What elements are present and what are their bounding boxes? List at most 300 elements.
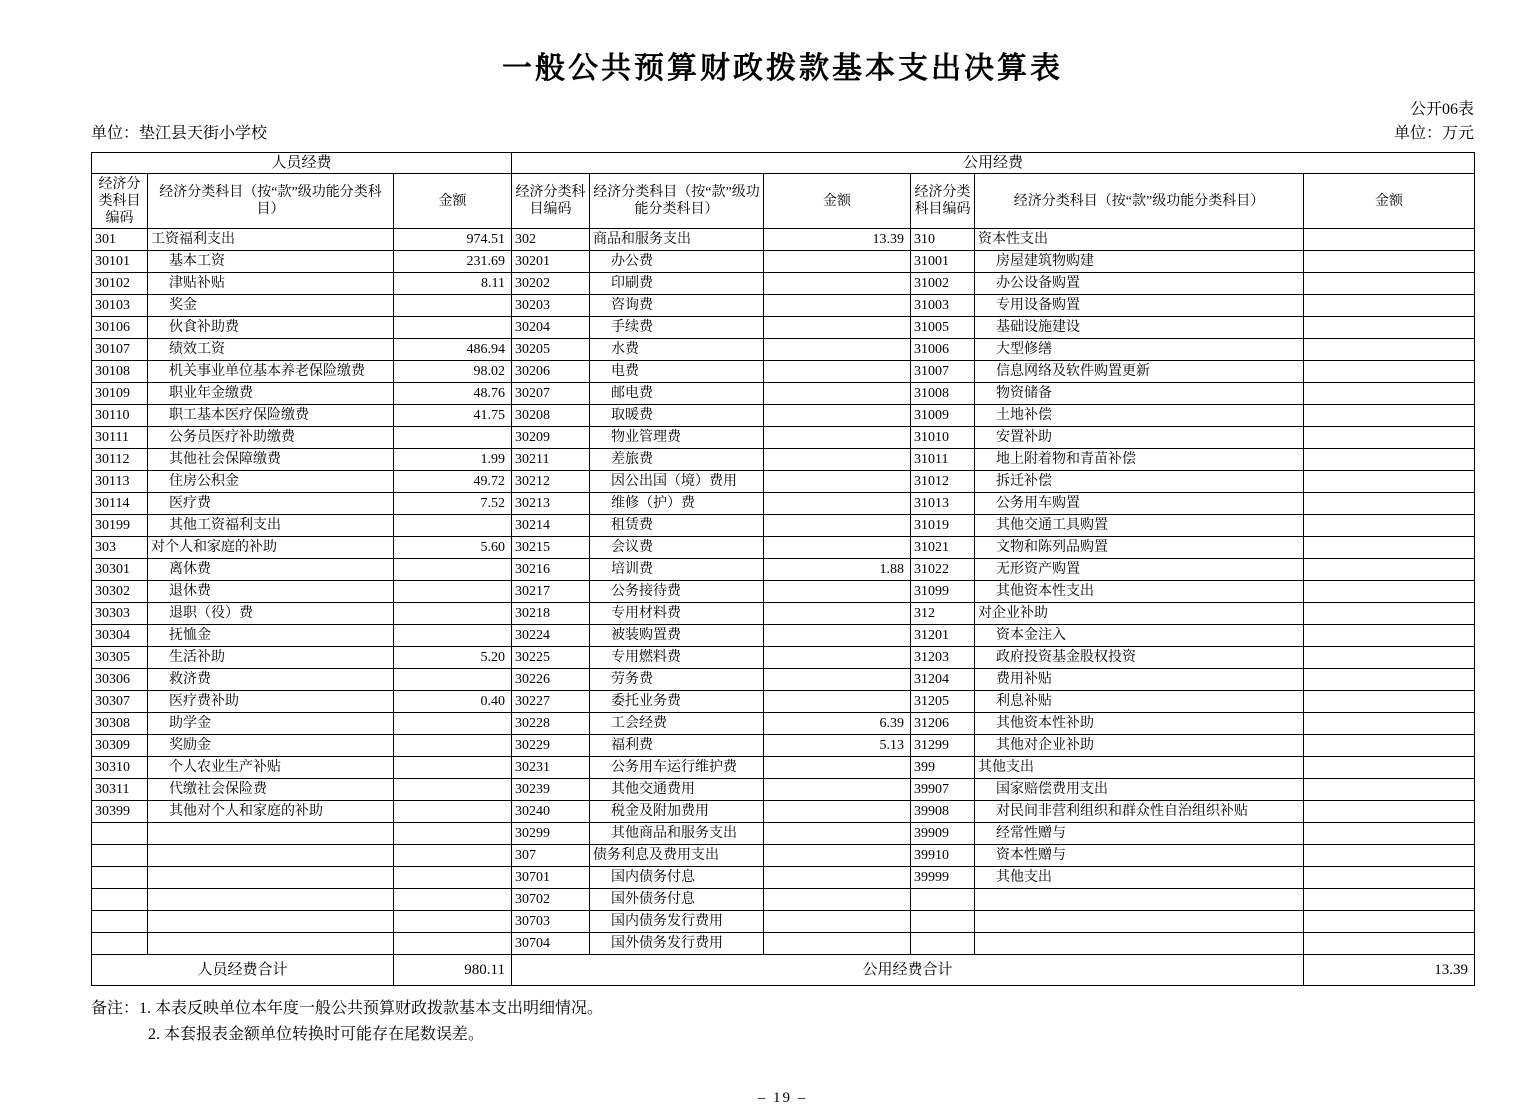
cell-subject: 奖金 xyxy=(148,295,394,317)
table-row xyxy=(92,229,1475,251)
cell-code: 30228 xyxy=(512,713,590,735)
cell-subject: 津贴补贴 xyxy=(148,273,394,295)
sheet xyxy=(91,0,1474,1107)
table-row xyxy=(92,361,1475,383)
cell-amount xyxy=(764,537,911,559)
cell-amount xyxy=(1304,779,1475,801)
col-header-amount: 金额 xyxy=(1304,174,1475,229)
cell-subject xyxy=(148,867,394,889)
cell-subject: 政府投资基金股权投资 xyxy=(975,647,1304,669)
cell-code: 30203 xyxy=(512,295,590,317)
cell-code: 30101 xyxy=(92,251,148,273)
cell-subject: 信息网络及软件购置更新 xyxy=(975,361,1304,383)
cell-amount xyxy=(1304,515,1475,537)
col-header-amount: 金额 xyxy=(394,174,512,229)
cell-amount xyxy=(1304,691,1475,713)
cell-amount xyxy=(764,691,911,713)
cell-amount xyxy=(764,515,911,537)
personnel-total-label: 人员经费合计 xyxy=(92,955,394,986)
cell-subject: 大型修缮 xyxy=(975,339,1304,361)
cell-subject: 专用设备购置 xyxy=(975,295,1304,317)
cell-subject: 其他工资福利支出 xyxy=(148,515,394,537)
cell-code: 30110 xyxy=(92,405,148,427)
cell-amount: 98.02 xyxy=(394,361,512,383)
cell-subject: 无形资产购置 xyxy=(975,559,1304,581)
group-header-personnel: 人员经费 xyxy=(92,153,512,174)
group-header-public: 公用经费 xyxy=(512,153,1475,174)
cell-code: 30214 xyxy=(512,515,590,537)
cell-code: 39999 xyxy=(911,867,975,889)
cell-amount xyxy=(1304,493,1475,515)
cell-subject: 利息补贴 xyxy=(975,691,1304,713)
cell-code: 31008 xyxy=(911,383,975,405)
cell-amount xyxy=(1304,889,1475,911)
cell-code: 30204 xyxy=(512,317,590,339)
cell-subject: 国外债务付息 xyxy=(590,889,764,911)
cell-amount: 486.94 xyxy=(394,339,512,361)
cell-amount xyxy=(764,823,911,845)
cell-code: 301 xyxy=(92,229,148,251)
cell-code xyxy=(92,867,148,889)
cell-code: 30399 xyxy=(92,801,148,823)
cell-subject: 会议费 xyxy=(590,537,764,559)
cell-amount xyxy=(394,603,512,625)
cell-subject: 培训费 xyxy=(590,559,764,581)
cell-subject: 其他对企业补助 xyxy=(975,735,1304,757)
cell-subject: 退休费 xyxy=(148,581,394,603)
cell-amount xyxy=(764,449,911,471)
cell-code: 30103 xyxy=(92,295,148,317)
cell-amount xyxy=(394,889,512,911)
cell-amount xyxy=(764,647,911,669)
cell-subject: 抚恤金 xyxy=(148,625,394,647)
table-row xyxy=(92,295,1475,317)
cell-amount xyxy=(764,427,911,449)
cell-code: 31299 xyxy=(911,735,975,757)
cell-amount xyxy=(764,669,911,691)
cell-code: 30202 xyxy=(512,273,590,295)
public-total-label: 公用经费合计 xyxy=(512,955,1304,986)
cell-amount xyxy=(394,867,512,889)
cell-amount xyxy=(1304,713,1475,735)
cell-code: 31006 xyxy=(911,339,975,361)
cell-code: 30703 xyxy=(512,911,590,933)
cell-code: 30240 xyxy=(512,801,590,823)
cell-amount xyxy=(1304,845,1475,867)
table-row xyxy=(92,779,1475,801)
cell-amount: 7.52 xyxy=(394,493,512,515)
cell-code: 30218 xyxy=(512,603,590,625)
cell-code: 31203 xyxy=(911,647,975,669)
cell-subject: 其他资本性支出 xyxy=(975,581,1304,603)
cell-amount xyxy=(764,493,911,515)
cell-code: 30305 xyxy=(92,647,148,669)
table-row xyxy=(92,317,1475,339)
cell-subject: 劳务费 xyxy=(590,669,764,691)
cell-amount: 1.99 xyxy=(394,449,512,471)
cell-subject: 房屋建筑物购建 xyxy=(975,251,1304,273)
table-row xyxy=(92,625,1475,647)
cell-code: 31013 xyxy=(911,493,975,515)
cell-amount xyxy=(394,625,512,647)
cell-subject: 救济费 xyxy=(148,669,394,691)
cell-subject: 办公设备购置 xyxy=(975,273,1304,295)
cell-subject xyxy=(975,911,1304,933)
cell-amount: 231.69 xyxy=(394,251,512,273)
cell-code: 30309 xyxy=(92,735,148,757)
cell-amount xyxy=(1304,757,1475,779)
cell-subject: 基础设施建设 xyxy=(975,317,1304,339)
cell-amount: 5.60 xyxy=(394,537,512,559)
cell-subject: 离休费 xyxy=(148,559,394,581)
cell-amount xyxy=(764,361,911,383)
cell-subject: 债务利息及费用支出 xyxy=(590,845,764,867)
table-row xyxy=(92,801,1475,823)
cell-amount xyxy=(764,405,911,427)
cell-code: 30239 xyxy=(512,779,590,801)
meta-line xyxy=(91,123,1474,145)
cell-subject: 邮电费 xyxy=(590,383,764,405)
column-header-row xyxy=(92,174,1475,229)
cell-code: 31201 xyxy=(911,625,975,647)
cell-subject xyxy=(148,845,394,867)
cell-code: 312 xyxy=(911,603,975,625)
cell-amount xyxy=(764,251,911,273)
cell-amount xyxy=(764,911,911,933)
cell-amount xyxy=(1304,339,1475,361)
cell-amount: 5.20 xyxy=(394,647,512,669)
cell-subject: 文物和陈列品购置 xyxy=(975,537,1304,559)
cell-code: 31001 xyxy=(911,251,975,273)
cell-amount xyxy=(394,559,512,581)
cell-amount xyxy=(764,339,911,361)
cell-subject: 生活补助 xyxy=(148,647,394,669)
table-body xyxy=(92,229,1475,955)
table-row xyxy=(92,559,1475,581)
cell-subject: 助学金 xyxy=(148,713,394,735)
cell-amount xyxy=(764,933,911,955)
cell-code: 310 xyxy=(911,229,975,251)
cell-amount xyxy=(394,845,512,867)
cell-amount xyxy=(764,757,911,779)
cell-subject: 委托业务费 xyxy=(590,691,764,713)
cell-amount xyxy=(1304,295,1475,317)
table-row xyxy=(92,867,1475,889)
personnel-total-value: 980.11 xyxy=(394,955,512,986)
cell-amount xyxy=(764,295,911,317)
cell-code: 30107 xyxy=(92,339,148,361)
cell-subject xyxy=(975,889,1304,911)
cell-subject: 租赁费 xyxy=(590,515,764,537)
cell-code: 30216 xyxy=(512,559,590,581)
cell-amount xyxy=(1304,669,1475,691)
cell-code: 30310 xyxy=(92,757,148,779)
cell-code: 39907 xyxy=(911,779,975,801)
table-row xyxy=(92,427,1475,449)
cell-code: 30702 xyxy=(512,889,590,911)
cell-code: 30108 xyxy=(92,361,148,383)
cell-amount: 48.76 xyxy=(394,383,512,405)
cell-subject: 物业管理费 xyxy=(590,427,764,449)
cell-subject: 专用燃料费 xyxy=(590,647,764,669)
cell-code: 30307 xyxy=(92,691,148,713)
cell-code xyxy=(911,933,975,955)
cell-code: 30199 xyxy=(92,515,148,537)
cell-code: 30224 xyxy=(512,625,590,647)
cell-code: 31204 xyxy=(911,669,975,691)
cell-subject: 其他支出 xyxy=(975,867,1304,889)
cell-subject xyxy=(975,933,1304,955)
cell-subject: 职业年金缴费 xyxy=(148,383,394,405)
cell-code: 31002 xyxy=(911,273,975,295)
cell-amount: 1.88 xyxy=(764,559,911,581)
cell-amount xyxy=(1304,405,1475,427)
cell-subject: 维修（护）费 xyxy=(590,493,764,515)
cell-amount xyxy=(1304,471,1475,493)
cell-amount xyxy=(394,823,512,845)
cell-subject: 福利费 xyxy=(590,735,764,757)
cell-amount xyxy=(1304,383,1475,405)
cell-amount xyxy=(394,779,512,801)
cell-subject: 公务接待费 xyxy=(590,581,764,603)
cell-subject: 公务用车购置 xyxy=(975,493,1304,515)
cell-subject: 工资福利支出 xyxy=(148,229,394,251)
table-row xyxy=(92,845,1475,867)
col-header-subject: 经济分类科目（按“款”级功能分类科目） xyxy=(590,174,764,229)
cell-subject: 商品和服务支出 xyxy=(590,229,764,251)
page-title: 一般公共预算财政拨款基本支出决算表 xyxy=(502,52,1063,85)
page-number: – 19 – xyxy=(757,1090,808,1106)
cell-code: 31011 xyxy=(911,449,975,471)
cell-amount xyxy=(764,383,911,405)
cell-code: 31010 xyxy=(911,427,975,449)
cell-subject: 个人农业生产补贴 xyxy=(148,757,394,779)
cell-amount xyxy=(1304,581,1475,603)
cell-code xyxy=(92,911,148,933)
cell-code: 30229 xyxy=(512,735,590,757)
cell-code: 303 xyxy=(92,537,148,559)
cell-code: 30299 xyxy=(512,823,590,845)
cell-code xyxy=(92,933,148,955)
cell-code: 30112 xyxy=(92,449,148,471)
cell-subject: 安置补助 xyxy=(975,427,1304,449)
cell-code: 30701 xyxy=(512,867,590,889)
cell-code: 31022 xyxy=(911,559,975,581)
cell-code: 31005 xyxy=(911,317,975,339)
cell-amount xyxy=(1304,361,1475,383)
cell-amount: 5.13 xyxy=(764,735,911,757)
cell-amount xyxy=(764,867,911,889)
table-row xyxy=(92,889,1475,911)
cell-subject: 工会经费 xyxy=(590,713,764,735)
cell-amount xyxy=(394,735,512,757)
cell-code: 30308 xyxy=(92,713,148,735)
cell-amount: 49.72 xyxy=(394,471,512,493)
cell-subject: 资本金注入 xyxy=(975,625,1304,647)
cell-code: 30114 xyxy=(92,493,148,515)
cell-subject: 物资储备 xyxy=(975,383,1304,405)
cell-code: 307 xyxy=(512,845,590,867)
cell-subject: 对企业补助 xyxy=(975,603,1304,625)
cell-code: 30226 xyxy=(512,669,590,691)
cell-code: 30227 xyxy=(512,691,590,713)
cell-code: 31205 xyxy=(911,691,975,713)
cell-subject: 被装购置费 xyxy=(590,625,764,647)
cell-amount xyxy=(394,669,512,691)
cell-code: 31021 xyxy=(911,537,975,559)
cell-code: 30704 xyxy=(512,933,590,955)
public-total-value: 13.39 xyxy=(1304,955,1475,986)
currency-unit-label: 单位：万元 xyxy=(1393,125,1474,142)
cell-amount xyxy=(394,801,512,823)
total-row xyxy=(92,955,1475,986)
cell-code xyxy=(92,889,148,911)
cell-amount xyxy=(394,911,512,933)
cell-code: 31012 xyxy=(911,471,975,493)
cell-code: 31009 xyxy=(911,405,975,427)
cell-subject: 差旅费 xyxy=(590,449,764,471)
cell-amount: 13.39 xyxy=(764,229,911,251)
cell-code xyxy=(92,823,148,845)
cell-code: 30206 xyxy=(512,361,590,383)
cell-subject: 公务员医疗补助缴费 xyxy=(148,427,394,449)
cell-subject: 办公费 xyxy=(590,251,764,273)
cell-subject xyxy=(148,933,394,955)
cell-subject: 费用补贴 xyxy=(975,669,1304,691)
cell-amount xyxy=(1304,559,1475,581)
cell-amount xyxy=(1304,273,1475,295)
cell-code: 30231 xyxy=(512,757,590,779)
cell-code: 31007 xyxy=(911,361,975,383)
cell-subject: 伙食补助费 xyxy=(148,317,394,339)
cell-subject: 国家赔偿费用支出 xyxy=(975,779,1304,801)
cell-code: 30209 xyxy=(512,427,590,449)
cell-code: 30217 xyxy=(512,581,590,603)
cell-code: 31019 xyxy=(911,515,975,537)
cell-amount xyxy=(394,757,512,779)
cell-code: 39910 xyxy=(911,845,975,867)
notes xyxy=(91,996,1474,1048)
cell-amount xyxy=(1304,317,1475,339)
cell-amount: 0.40 xyxy=(394,691,512,713)
cell-subject: 印刷费 xyxy=(590,273,764,295)
cell-code: 30111 xyxy=(92,427,148,449)
org-unit-label: 单位：垫江县天街小学校 xyxy=(91,125,268,142)
cell-subject: 税金及附加费用 xyxy=(590,801,764,823)
cell-amount xyxy=(1304,735,1475,757)
cell-subject: 因公出国（境）费用 xyxy=(590,471,764,493)
cell-code xyxy=(911,911,975,933)
table-row xyxy=(92,691,1475,713)
cell-code: 30205 xyxy=(512,339,590,361)
table-row xyxy=(92,515,1475,537)
cell-code: 30213 xyxy=(512,493,590,515)
table-row xyxy=(92,911,1475,933)
cell-subject: 代缴社会保险费 xyxy=(148,779,394,801)
cell-amount xyxy=(1304,647,1475,669)
cell-amount xyxy=(1304,933,1475,955)
cell-subject: 退职（役）费 xyxy=(148,603,394,625)
cell-code: 30306 xyxy=(92,669,148,691)
cell-amount xyxy=(1304,801,1475,823)
cell-subject: 其他社会保障缴费 xyxy=(148,449,394,471)
cell-subject xyxy=(148,911,394,933)
table-row xyxy=(92,383,1475,405)
cell-subject xyxy=(148,889,394,911)
cell-amount xyxy=(764,603,911,625)
cell-subject: 对个人和家庭的补助 xyxy=(148,537,394,559)
cell-subject: 取暖费 xyxy=(590,405,764,427)
cell-code: 302 xyxy=(512,229,590,251)
cell-amount xyxy=(1304,911,1475,933)
cell-subject: 其他支出 xyxy=(975,757,1304,779)
cell-subject: 资本性支出 xyxy=(975,229,1304,251)
col-header-code: 经济分类科目编码 xyxy=(512,174,590,229)
cell-amount xyxy=(394,317,512,339)
cell-code: 30106 xyxy=(92,317,148,339)
table-row xyxy=(92,251,1475,273)
col-header-subject: 经济分类科目（按“款”级功能分类科目） xyxy=(975,174,1304,229)
cell-amount xyxy=(1304,229,1475,251)
table-row xyxy=(92,647,1475,669)
cell-amount xyxy=(764,317,911,339)
cell-amount xyxy=(1304,537,1475,559)
table-row xyxy=(92,339,1475,361)
cell-subject: 国外债务发行费用 xyxy=(590,933,764,955)
cell-code: 31099 xyxy=(911,581,975,603)
cell-amount xyxy=(394,427,512,449)
cell-amount xyxy=(764,889,911,911)
cell-subject: 专用材料费 xyxy=(590,603,764,625)
cell-amount xyxy=(764,801,911,823)
cell-code: 30215 xyxy=(512,537,590,559)
cell-amount xyxy=(394,933,512,955)
cell-subject: 基本工资 xyxy=(148,251,394,273)
table-row xyxy=(92,823,1475,845)
cell-amount xyxy=(764,581,911,603)
table-row xyxy=(92,713,1475,735)
col-header-subject: 经济分类科目（按“款”级功能分类科目） xyxy=(148,174,394,229)
table-row xyxy=(92,273,1475,295)
table-row xyxy=(92,449,1475,471)
cell-subject xyxy=(148,823,394,845)
cell-code xyxy=(911,889,975,911)
cell-code: 30109 xyxy=(92,383,148,405)
note-line: 2. 本套报表金额单位转换时可能存在尾数误差。 xyxy=(148,1026,485,1043)
cell-code: 30208 xyxy=(512,405,590,427)
cell-subject: 电费 xyxy=(590,361,764,383)
cell-subject: 职工基本医疗保险缴费 xyxy=(148,405,394,427)
cell-code: 31003 xyxy=(911,295,975,317)
cell-amount xyxy=(1304,823,1475,845)
cell-code: 39909 xyxy=(911,823,975,845)
cell-amount xyxy=(764,845,911,867)
cell-amount xyxy=(764,471,911,493)
cell-amount: 41.75 xyxy=(394,405,512,427)
cell-subject: 资本性赠与 xyxy=(975,845,1304,867)
cell-subject: 地上附着物和青苗补偿 xyxy=(975,449,1304,471)
col-header-amount: 金额 xyxy=(764,174,911,229)
table-row xyxy=(92,735,1475,757)
note-line: 备注：1. 本表反映单位本年度一般公共预算财政拨款基本支出明细情况。 xyxy=(91,1000,604,1017)
cell-code: 30102 xyxy=(92,273,148,295)
cell-code: 30301 xyxy=(92,559,148,581)
cell-code: 30225 xyxy=(512,647,590,669)
cell-code: 30304 xyxy=(92,625,148,647)
group-header-row xyxy=(92,153,1475,174)
table-row xyxy=(92,537,1475,559)
cell-subject: 其他商品和服务支出 xyxy=(590,823,764,845)
